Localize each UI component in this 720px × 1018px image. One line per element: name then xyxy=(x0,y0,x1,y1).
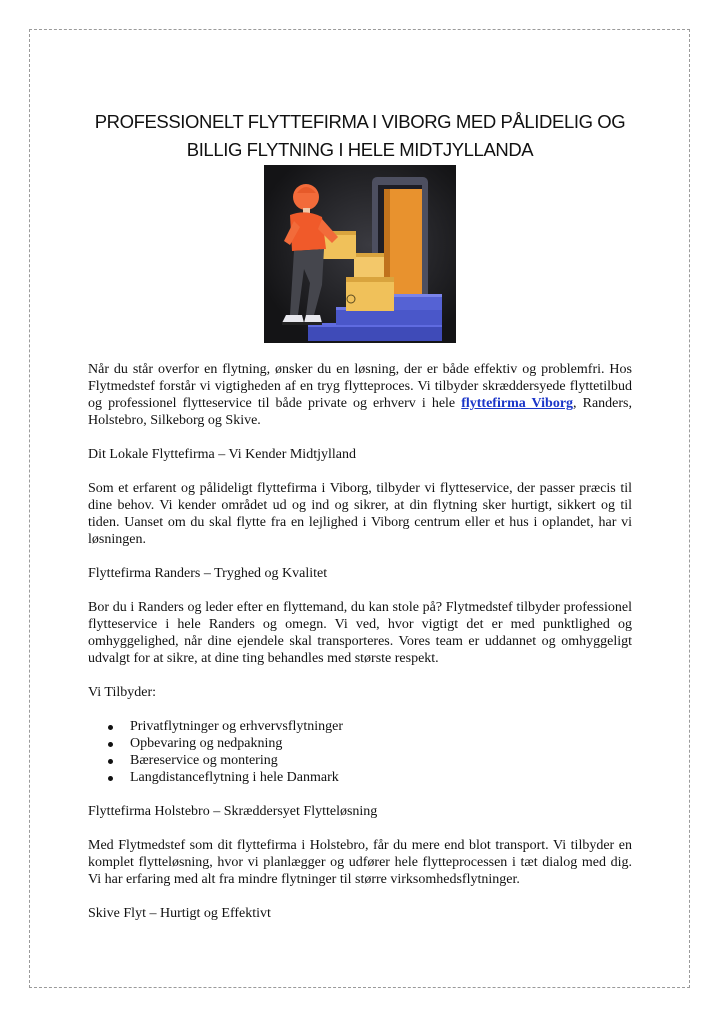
mover-illustration xyxy=(264,165,456,343)
list-item: Langdistanceflytning i hele Danmark xyxy=(130,769,632,786)
section-heading-randers: Flyttefirma Randers – Tryghed og Kvalitet xyxy=(88,566,328,581)
list-item: Privatflytninger og erhvervsflytninger xyxy=(130,718,632,735)
stairs xyxy=(308,325,442,341)
intro-paragraph xyxy=(88,361,632,429)
box-bottom xyxy=(346,277,394,311)
section-body-randers: Bor du i Randers og leder efter en flyttemand, du kan stole på? Flytmedstef tilbyder professionel flytteservice i hele Randers og omegn. Vi ved, hvor vigtigt det er med punktlighed og omhyggelighed, når dine ejendele skal transporteres. Vores team er uddannet og omhyggeligt udvalgt for at sikre, at dine ting behandles med største respekt. xyxy=(88,600,632,666)
list-item: Bæreservice og montering xyxy=(130,752,632,769)
flyttefirma-viborg-link[interactable]: flyttefirma Viborg xyxy=(461,396,574,411)
intro-text-end: , Randers, Holstebro, Silkeborg og Skive. xyxy=(88,396,632,428)
section-body-holstebro: Med Flytmedstef som dit flyttefirma i Holstebro, får du mere end blot transport. Vi tilbyder en komplet flytteløsning, hvor vi planlægger og udfører hele flytteprocessen i tæt dialog med dig. Vi har erfaring med alt fra mindre flytninger til større virksomhedsflytninger. xyxy=(88,838,632,887)
hero-image xyxy=(264,165,456,343)
offer-heading: Vi Tilbyder: xyxy=(88,685,157,700)
title-line-2: BILLIG FLYTNING I HELE MIDTJYLLANDA xyxy=(186,139,534,160)
list-item: Opbevaring og nedpakning xyxy=(130,735,632,752)
intro-text: Når du står overfor en flytning, ønsker du en løsning, der er både effektiv og problemfri. Hos Flytmedstef forstår vi vigtigheden af en tryg flytteproces. Vi tilbyder skræddersyede flyttetilbud og professionel flytteservice til både private og erhverv i hele xyxy=(88,362,632,411)
offer-list xyxy=(88,718,632,786)
section-heading-skive: Skive Flyt – Hurtigt og Effektivt xyxy=(88,906,271,921)
section-heading-lokale: Dit Lokale Flyttefirma – Vi Kender Midtjylland xyxy=(88,447,356,462)
section-body-lokale: Som et erfarent og pålideligt flyttefirma i Viborg, tilbyder vi flytteservice, der passer præcis til dine behov. Vi kender området ud og ind og sikrer, at din flytning sker hurtigt, sikkert og til tiden. Uanset om du skal flytte fra en lejlighed i Viborg centrum eller et hus i oplandet, har vi løsningen. xyxy=(88,481,632,547)
section-heading-holstebro: Flyttefirma Holstebro – Skræddersyet Flytteløsning xyxy=(88,804,378,819)
title-line-1: PROFESSIONELT FLYTTEFIRMA I VIBORG MED PÅLIDELIG OG xyxy=(94,111,626,132)
page-title xyxy=(60,108,660,164)
article-body xyxy=(88,361,632,939)
